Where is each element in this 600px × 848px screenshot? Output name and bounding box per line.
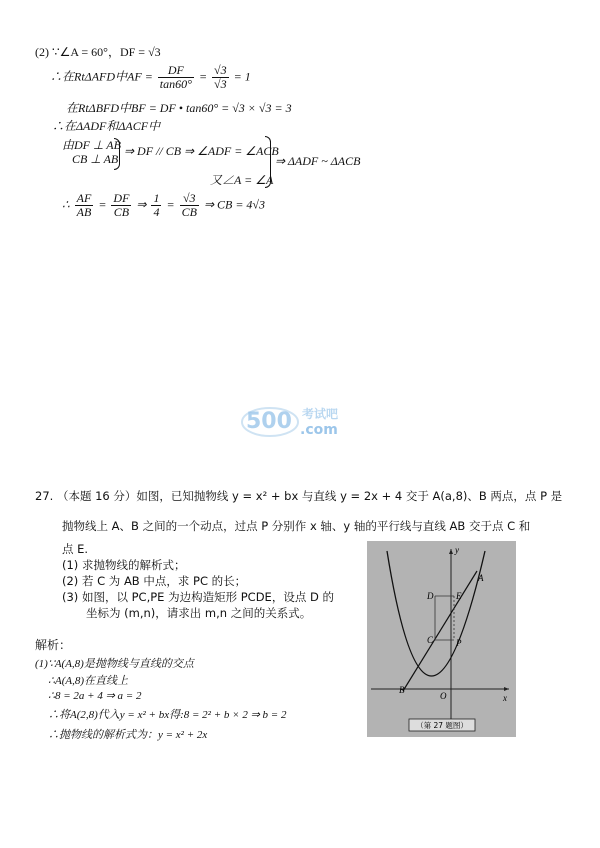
q27-sub1: (1) 求抛物线的解析式； (62, 558, 186, 572)
label-o: O (440, 691, 447, 701)
af-result: = 1 (233, 69, 251, 84)
label-d: D (427, 591, 434, 601)
q27-sub3: (3) 如图，以 PC,PE 为边构造矩形 PCDE，设点 D 的 (62, 590, 334, 604)
analysis-line3: ∴8 = 2a + 4 ⇒ a = 2 (48, 690, 142, 702)
frac-num: DF (158, 64, 194, 78)
label-p: P (456, 638, 462, 648)
brace-2 (265, 136, 271, 188)
frac-den: AB (76, 205, 92, 219)
frac-num: AF (76, 191, 92, 205)
implies: ⇒ (136, 197, 147, 212)
bf-line: 在RtΔBFD中BF = DF • tan60° = √3 × √3 = 3 (66, 101, 292, 115)
therefore: ∴ (62, 197, 70, 212)
brace-1 (114, 138, 120, 170)
condition-mid: ⇒ DF // CB ⇒ ∠ADF = ∠ACB (124, 144, 279, 158)
watermark-text2: .com (300, 422, 338, 438)
figure-caption: （第 27 题图） (416, 721, 468, 730)
final-result: ⇒ CB = 4√3 (203, 197, 266, 212)
fraction-1-4 (151, 192, 161, 219)
fraction-df-tan (158, 64, 194, 91)
x-axis-arrow (504, 687, 509, 691)
condition-result: ⇒ ΔADF ~ ΔACB (275, 154, 361, 168)
fraction-af-ab (75, 192, 94, 219)
label-y: y (455, 545, 459, 555)
label-x: x (503, 693, 507, 703)
label-b: B (399, 685, 405, 695)
label-c: C (427, 635, 434, 645)
watermark-text1: 考试吧 (302, 407, 339, 421)
y-axis-arrow (449, 549, 453, 554)
analysis-title: 解析： (35, 638, 72, 652)
analysis-line2: ∴A(A,8)在直线上 (48, 675, 129, 687)
q27-sub2: (2) 若 C 为 AB 中点，求 PC 的长； (62, 574, 247, 588)
q27-line2: 抛物线上 A、B 之间的一个动点，过点 P 分别作 x 轴、y 轴的平行线与直线 AB 交于点 C 和 (62, 519, 531, 533)
af-line (50, 64, 251, 91)
frac-num: 1 (153, 191, 160, 205)
analysis-line5: ∴抛物线的解析式为：y = x² + 2x (48, 729, 208, 741)
q27-line1: 27. （本题 16 分）如图，已知抛物线 y = x² + bx 与直线 y = 2x + 4 交于 A(a,8)、B 两点，点 P 是 (35, 489, 563, 503)
fraction-df-cb (111, 192, 131, 219)
parabola-curve (387, 551, 485, 676)
condition-3: 又∠A = ∠A (210, 173, 274, 187)
fraction-sqrt (212, 64, 229, 91)
frac-den: √3 (214, 77, 227, 91)
frac-den: tan60° (159, 77, 192, 91)
q27-line3: 点 E. (62, 542, 89, 556)
eq-sign: = (166, 197, 175, 212)
q27-sub3b: 坐标为 (m,n)，请求出 m,n 之间的关系式。 (86, 606, 312, 620)
figure-27 (367, 541, 516, 737)
triangles-line: ∴在ΔADF和ΔACF中 (52, 119, 161, 133)
frac-den: CB (113, 205, 130, 219)
frac-num: DF (113, 191, 130, 205)
condition-1: 由DF ⊥ AB (62, 138, 121, 152)
analysis-line1: (1)∵A(A,8)是抛物线与直线的交点 (35, 658, 194, 670)
frac-den: 4 (153, 205, 160, 219)
eq-sign: = (198, 69, 208, 84)
label-e: E (456, 591, 462, 601)
eq-sign: = (98, 197, 107, 212)
condition-2: CB ⊥ AB (72, 152, 119, 166)
given-line: (2) ∵∠A = 60°，DF = √3 (35, 45, 161, 59)
frac-num: √3 (180, 192, 199, 206)
final-line (62, 192, 265, 219)
analysis-line4: ∴将A(2,8)代入y = x² + bx得:8 = 2² + b × 2 ⇒ b = 2 (48, 709, 287, 721)
watermark-number: 500 (246, 409, 292, 434)
frac-den: CB (181, 205, 197, 219)
frac-num: √3 (214, 63, 227, 77)
fraction-sqrt3-cb (180, 192, 199, 219)
label-a: A (478, 573, 484, 583)
figure-svg (367, 541, 516, 737)
watermark-graphic (240, 398, 360, 446)
watermark-logo (240, 398, 360, 446)
af-prefix: ∴在RtΔAFD中AF = (50, 69, 153, 84)
